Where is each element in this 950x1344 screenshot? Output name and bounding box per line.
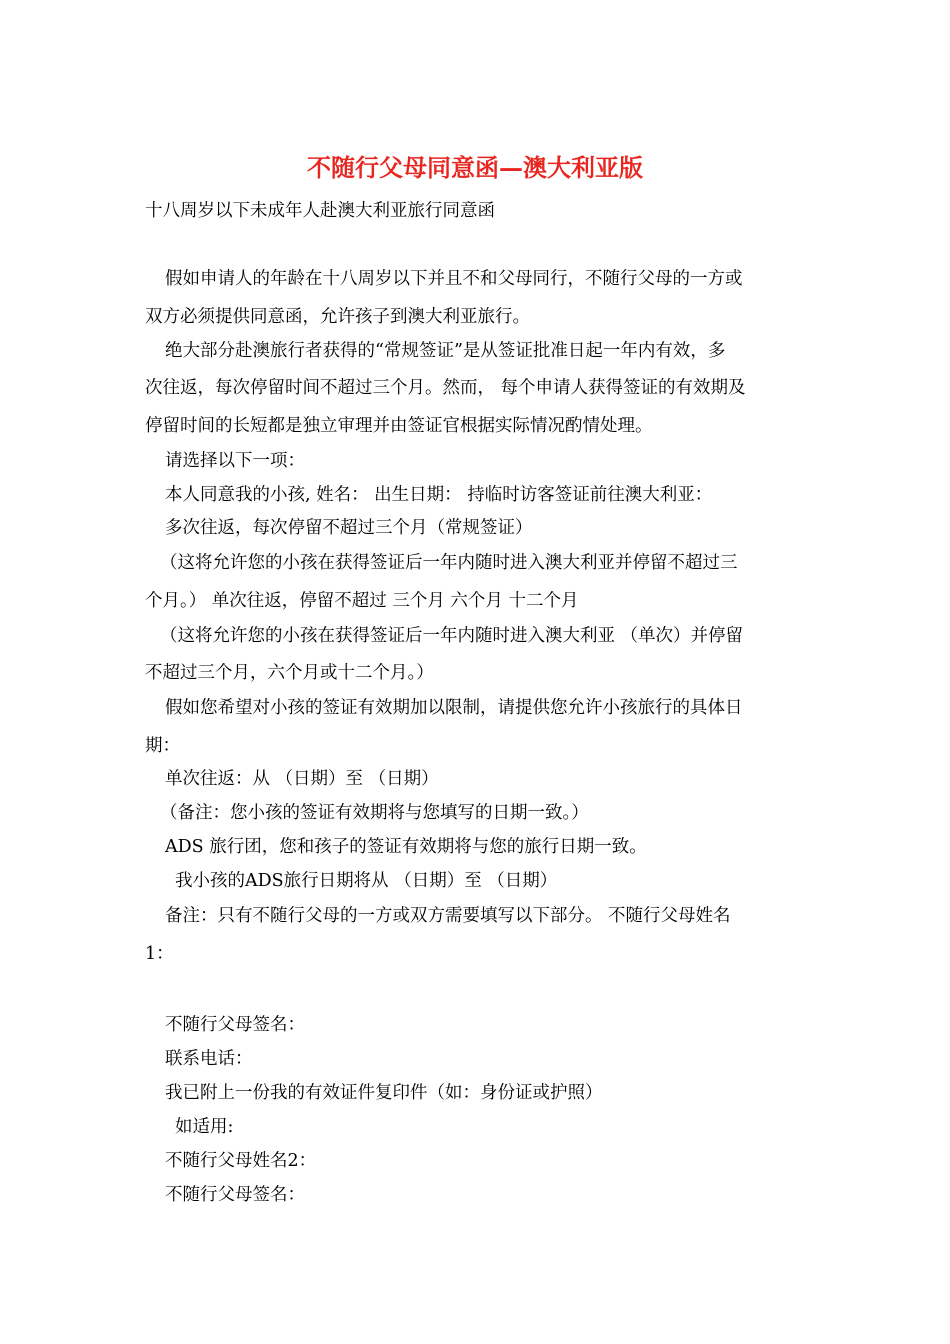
paragraph-line: 1： (145, 944, 174, 964)
paragraph-line: 不超过三个月，六个月或十二个月。） (145, 663, 434, 683)
document-subtitle: 十八周岁以下未成年人赴澳大利亚旅行同意函 (145, 201, 495, 221)
paragraph-line: （备注：您小孩的签证有效期将与您填写的日期一致。） (160, 803, 589, 823)
paragraph-line: 次往返，每次停留时间不超过三个月。然而， 每个申请人获得签证的有效期及 (145, 378, 746, 398)
paragraph-line: 多次往返，每次停留不超过三个月（常规签证） (165, 518, 533, 538)
paragraph-line: 假如申请人的年龄在十八周岁以下并且不和父母同行，不随行父母的一方或 (165, 269, 743, 289)
signature-field-label: 不随行父母签名： (165, 1015, 305, 1035)
document-title: 不随行父母同意函—澳大利亚版 (307, 153, 643, 182)
paragraph-line: 个月。） 单次往返，停留不超过 三个月 六个月 十二个月 (145, 591, 579, 611)
paragraph-line: ADS 旅行团，您和孩子的签证有效期将与您的旅行日期一致。 (165, 837, 647, 857)
paragraph-line: （这将允许您的小孩在获得签证后一年内随时进入澳大利亚并停留不超过三 (160, 553, 738, 573)
phone-field-label: 联系电话： (165, 1049, 253, 1069)
paragraph-line: 如适用: (175, 1117, 234, 1137)
paragraph-line: 期： (145, 736, 180, 756)
paragraph-line: 我小孩的ADS旅行日期将从 （日期）至 （日期） (175, 871, 558, 891)
parent-name-field-label: 不随行父母姓名2： (165, 1151, 317, 1171)
paragraph-line: 本人同意我的小孩, 姓名： 出生日期： 持临时访客签证前往澳大利亚： (165, 485, 713, 505)
paragraph-line: （这将允许您的小孩在获得签证后一年内随时进入澳大利亚 （单次）并停留 (160, 626, 744, 646)
paragraph-line: 请选择以下一项： (165, 451, 305, 471)
paragraph-line: 双方必须提供同意函，允许孩子到澳大利亚旅行。 (145, 307, 530, 327)
paragraph-line: 绝大部分赴澳旅行者获得的“常规签证”是从签证批准日起一年内有效，多 (165, 341, 726, 361)
paragraph-line: 我已附上一份我的有效证件复印件（如：身份证或护照） (165, 1083, 603, 1103)
paragraph-line: 单次往返：从 （日期）至 （日期） (165, 769, 439, 789)
paragraph-line: 停留时间的长短都是独立审理并由签证官根据实际情况酌情处理。 (145, 416, 653, 436)
paragraph-line: 假如您希望对小孩的签证有效期加以限制，请提供您允许小孩旅行的具体日 (165, 698, 743, 718)
paragraph-line: 备注：只有不随行父母的一方或双方需要填写以下部分。 不随行父母姓名 (165, 906, 731, 926)
signature-field-label: 不随行父母签名： (165, 1185, 305, 1205)
